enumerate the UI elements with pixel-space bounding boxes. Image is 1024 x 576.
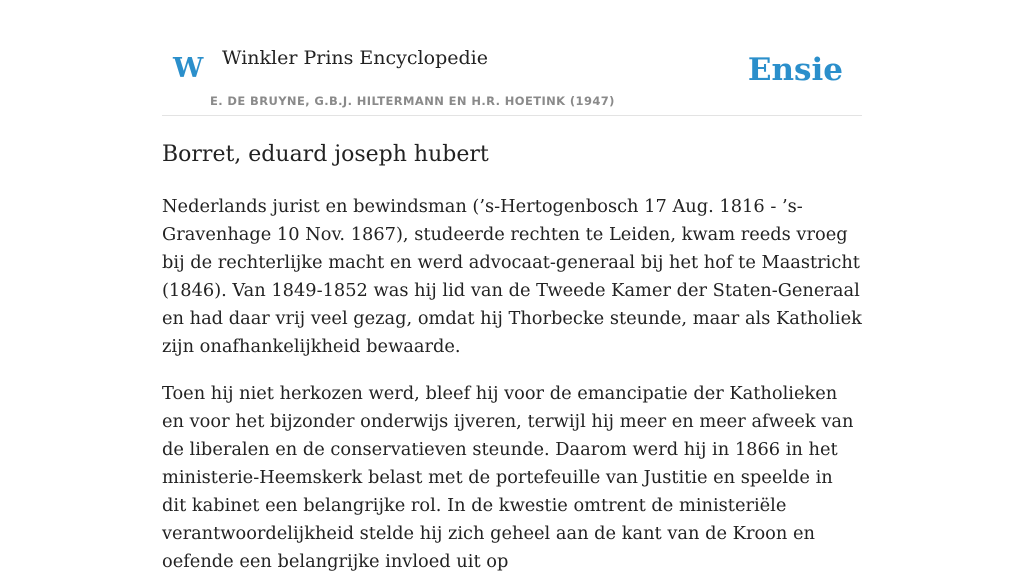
publication-header — [162, 0, 862, 116]
page-container — [162, 0, 862, 576]
article-paragraph: Nederlands jurist en bewindsman (’s-Hertogenbosch 17 Aug. 1816 - ’s-Gravenhage 10 Nov. 1867), studeerde rechten te Leiden, kwam reeds vroeg bij de rechterlijke macht en werd advocaat-generaal bij het hof te Maastricht (1846). Van 1849-1852 was hij lid van de Tweede Kamer der Staten-Generaal en had daar vrij veel gezag, omdat hij Thorbecke steunde, maar als Katholiek zijn onafhankelijkheid bewaarde. — [162, 196, 862, 357]
ensie-brand-logo[interactable]: Ensie — [747, 52, 843, 88]
article-title: Borret, eduard joseph hubert — [162, 142, 489, 167]
winkler-prins-logo[interactable]: W — [173, 53, 204, 84]
publication-authors: E. DE BRUYNE, G.B.J. HILTERMANN EN H.R. HOETINK (1947) — [210, 94, 615, 108]
publication-title[interactable]: Winkler Prins Encyclopedie — [222, 47, 488, 69]
article-paragraph: Toen hij niet herkozen werd, bleef hij voor de emancipatie der Katholieken en voor het bijzonder onderwijs ijveren, terwijl hij meer en meer afweek van de liberalen en de conservatieven steunde. Daarom werd hij in 1866 in het ministerie-Heemskerk belast met de portefeuille van Justitie en speelde in dit kabinet een belangrijke rol. In de kwestie omtrent de ministeriële verantwoordelijkheid stelde hij zich geheel aan de kant van de Kroon en oefende een belangrijke invloed uit op — [162, 383, 854, 572]
